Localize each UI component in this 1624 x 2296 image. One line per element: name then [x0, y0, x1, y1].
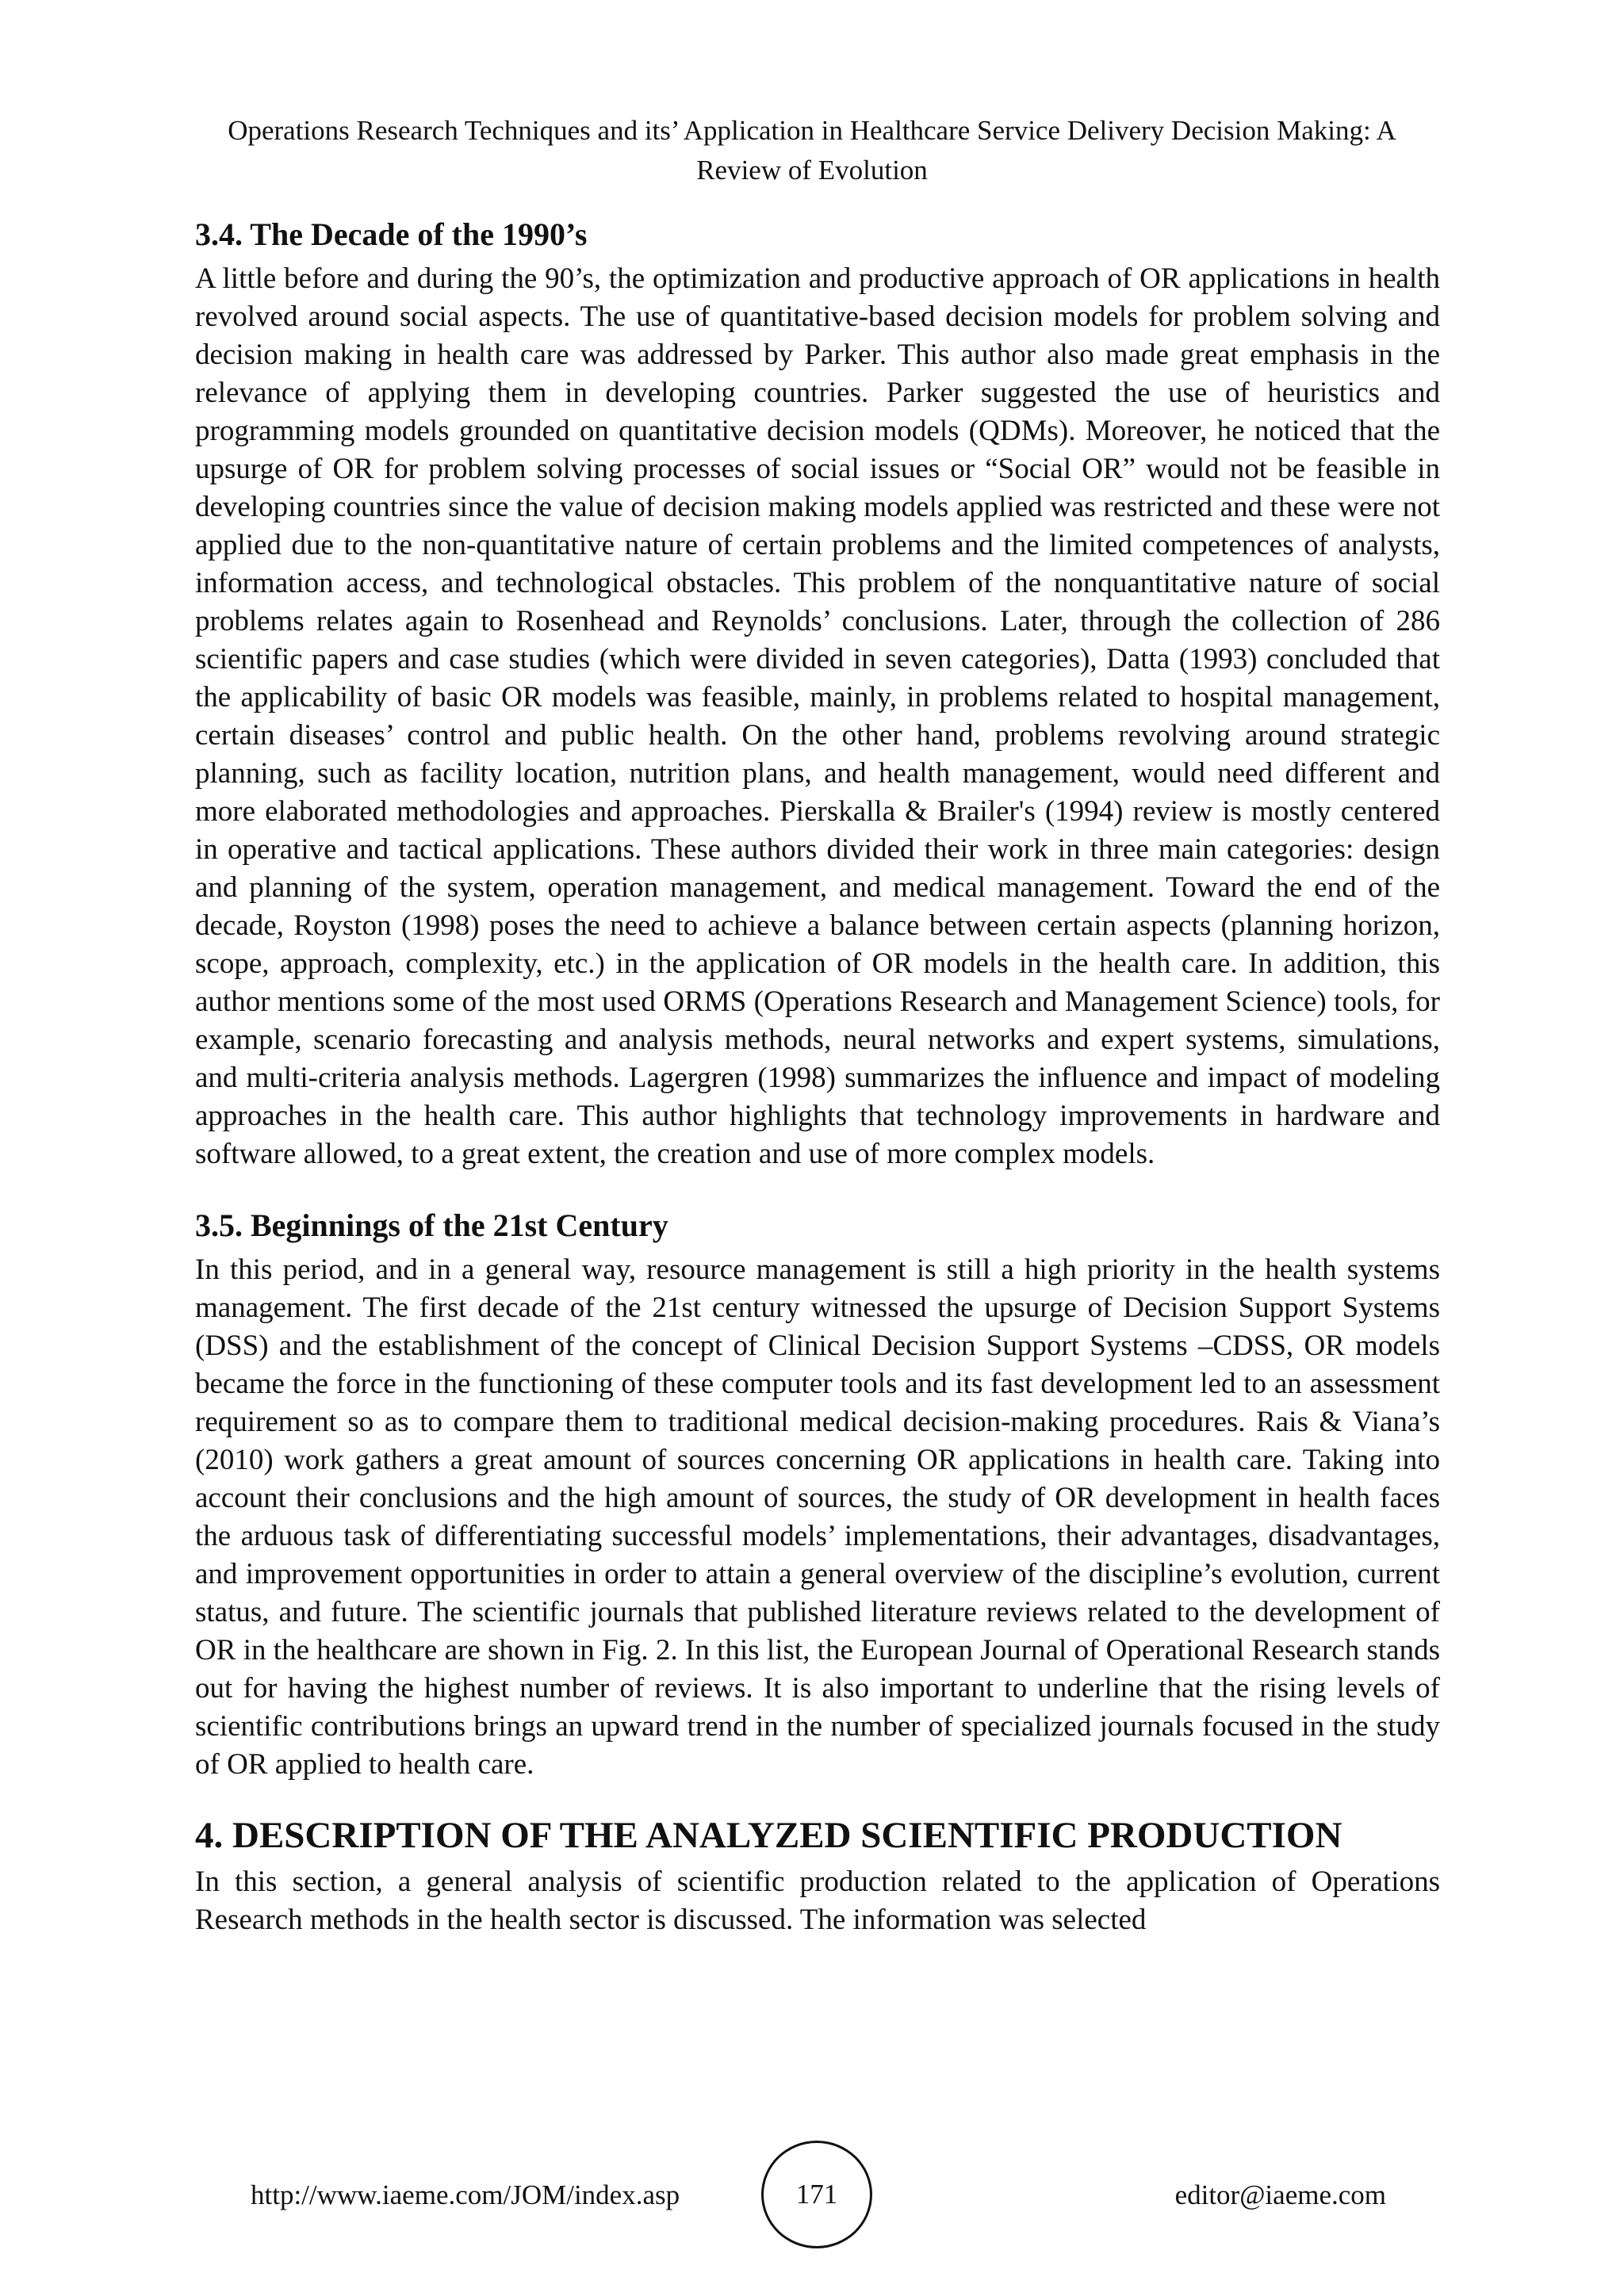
- running-header: [198, 111, 1426, 190]
- running-title: Operations Research Techniques and its’ Application in Healthcare Service Delivery Decision Making: A Review of Evolution: [228, 115, 1396, 186]
- footer-email-link[interactable]: editor@iaeme.com: [1174, 2179, 1386, 2210]
- section-4-heading: 4. DESCRIPTION OF THE ANALYZED SCIENTIFIC PRODUCTION: [195, 1815, 1342, 1856]
- section-3-4-heading: 3.4. The Decade of the 1990’s: [195, 216, 588, 252]
- article-body: [195, 214, 1440, 1939]
- page-number-badge: [761, 2141, 872, 2248]
- section-3-5-paragraph: In this period, and in a general way, resource management is still a high priority in the health systems management. The first decade of the 21st century witnessed the upsurge of Decision Support Systems (DSS) and the establishment of the concept of Clinical Decision Support Systems –CDSS, OR models became the force in the functioning of these computer tools and its fast development led to an assessment requirement so as to compare them to traditional medical decision-making procedures. Rais & Viana’s (2010) work gathers a great amount of sources concerning OR applications in health care. Taking into account their conclusions and the high amount of sources, the study of OR development in health faces the arduous task of differentiating successful models’ implementations, their advantages, disadvantages, and improvement opportunities in order to attain a general overview of the discipline’s evolution, current status, and future. The scientific journals that published literature reviews related to the development of OR in the healthcare are shown in Fig. 2. In this list, the European Journal of Operational Research stands out for having the highest number of reviews. It is also important to underline that the rising levels of scientific contributions brings an upward trend in the number of specialized journals focused in the study of OR applied to health care.: [195, 1253, 1440, 1781]
- page-footer: [0, 2141, 1624, 2252]
- footer-url-link[interactable]: http://www.iaeme.com/JOM/index.asp: [251, 2179, 680, 2210]
- section-3-4-paragraph: A little before and during the 90’s, the optimization and productive approach of OR applications in health revolved around social aspects. The use of quantitative-based decision models for problem solving and decision making in health care was addressed by Parker. This author also made great emphasis in the relevance of applying them in developing countries. Parker suggested the use of heuristics and programming models grounded on quantitative decision models (QDMs). Moreover, he noticed that the upsurge of OR for problem solving processes of social issues or “Social OR” would not be feasible in developing countries since the value of decision making models applied was restricted and these were not applied due to the non-quantitative nature of certain problems and the limited competences of analysts, information access, and technological obstacles. This problem of the nonquantitative nature of social problems relates again to Rosenhead and Reynolds’ conclusions. Later, through the collection of 286 scientific papers and case studies (which were divided in seven categories), Datta (1993) concluded that the applicability of basic OR models was feasible, mainly, in problems related to hospital management, certain diseases’ control and public health. On the other hand, problems revolving around strategic planning, such as facility location, nutrition plans, and health management, would need different and more elaborated methodologies and approaches. Pierskalla & Brailer's (1994) review is mostly centered in operative and tactical applications. These authors divided their work in three main categories: design and planning of the system, operation management, and medical management. Toward the end of the decade, Royston (1998) poses the need to achieve a balance between certain aspects (planning horizon, scope, approach, complexity, etc.) in the application of OR models in the health care. In addition, this author mentions some of the most used ORMS (Operations Research and Management Science) tools, for example, scenario forecasting and analysis methods, neural networks and expert systems, simulations, and multi-criteria analysis methods. Lagergren (1998) summarizes the influence and impact of modeling approaches in the health care. This author highlights that technology improvements in hardware and software allowed, to a great extent, the creation and use of more complex models.: [195, 262, 1440, 1170]
- section-3-5-heading: 3.5. Beginnings of the 21st Century: [195, 1207, 668, 1243]
- page-number: 171: [795, 2179, 838, 2210]
- section-4-paragraph: In this section, a general analysis of scientific production related to the application of Operations Research methods in the health sector is discussed. The information was selected: [195, 1866, 1440, 1936]
